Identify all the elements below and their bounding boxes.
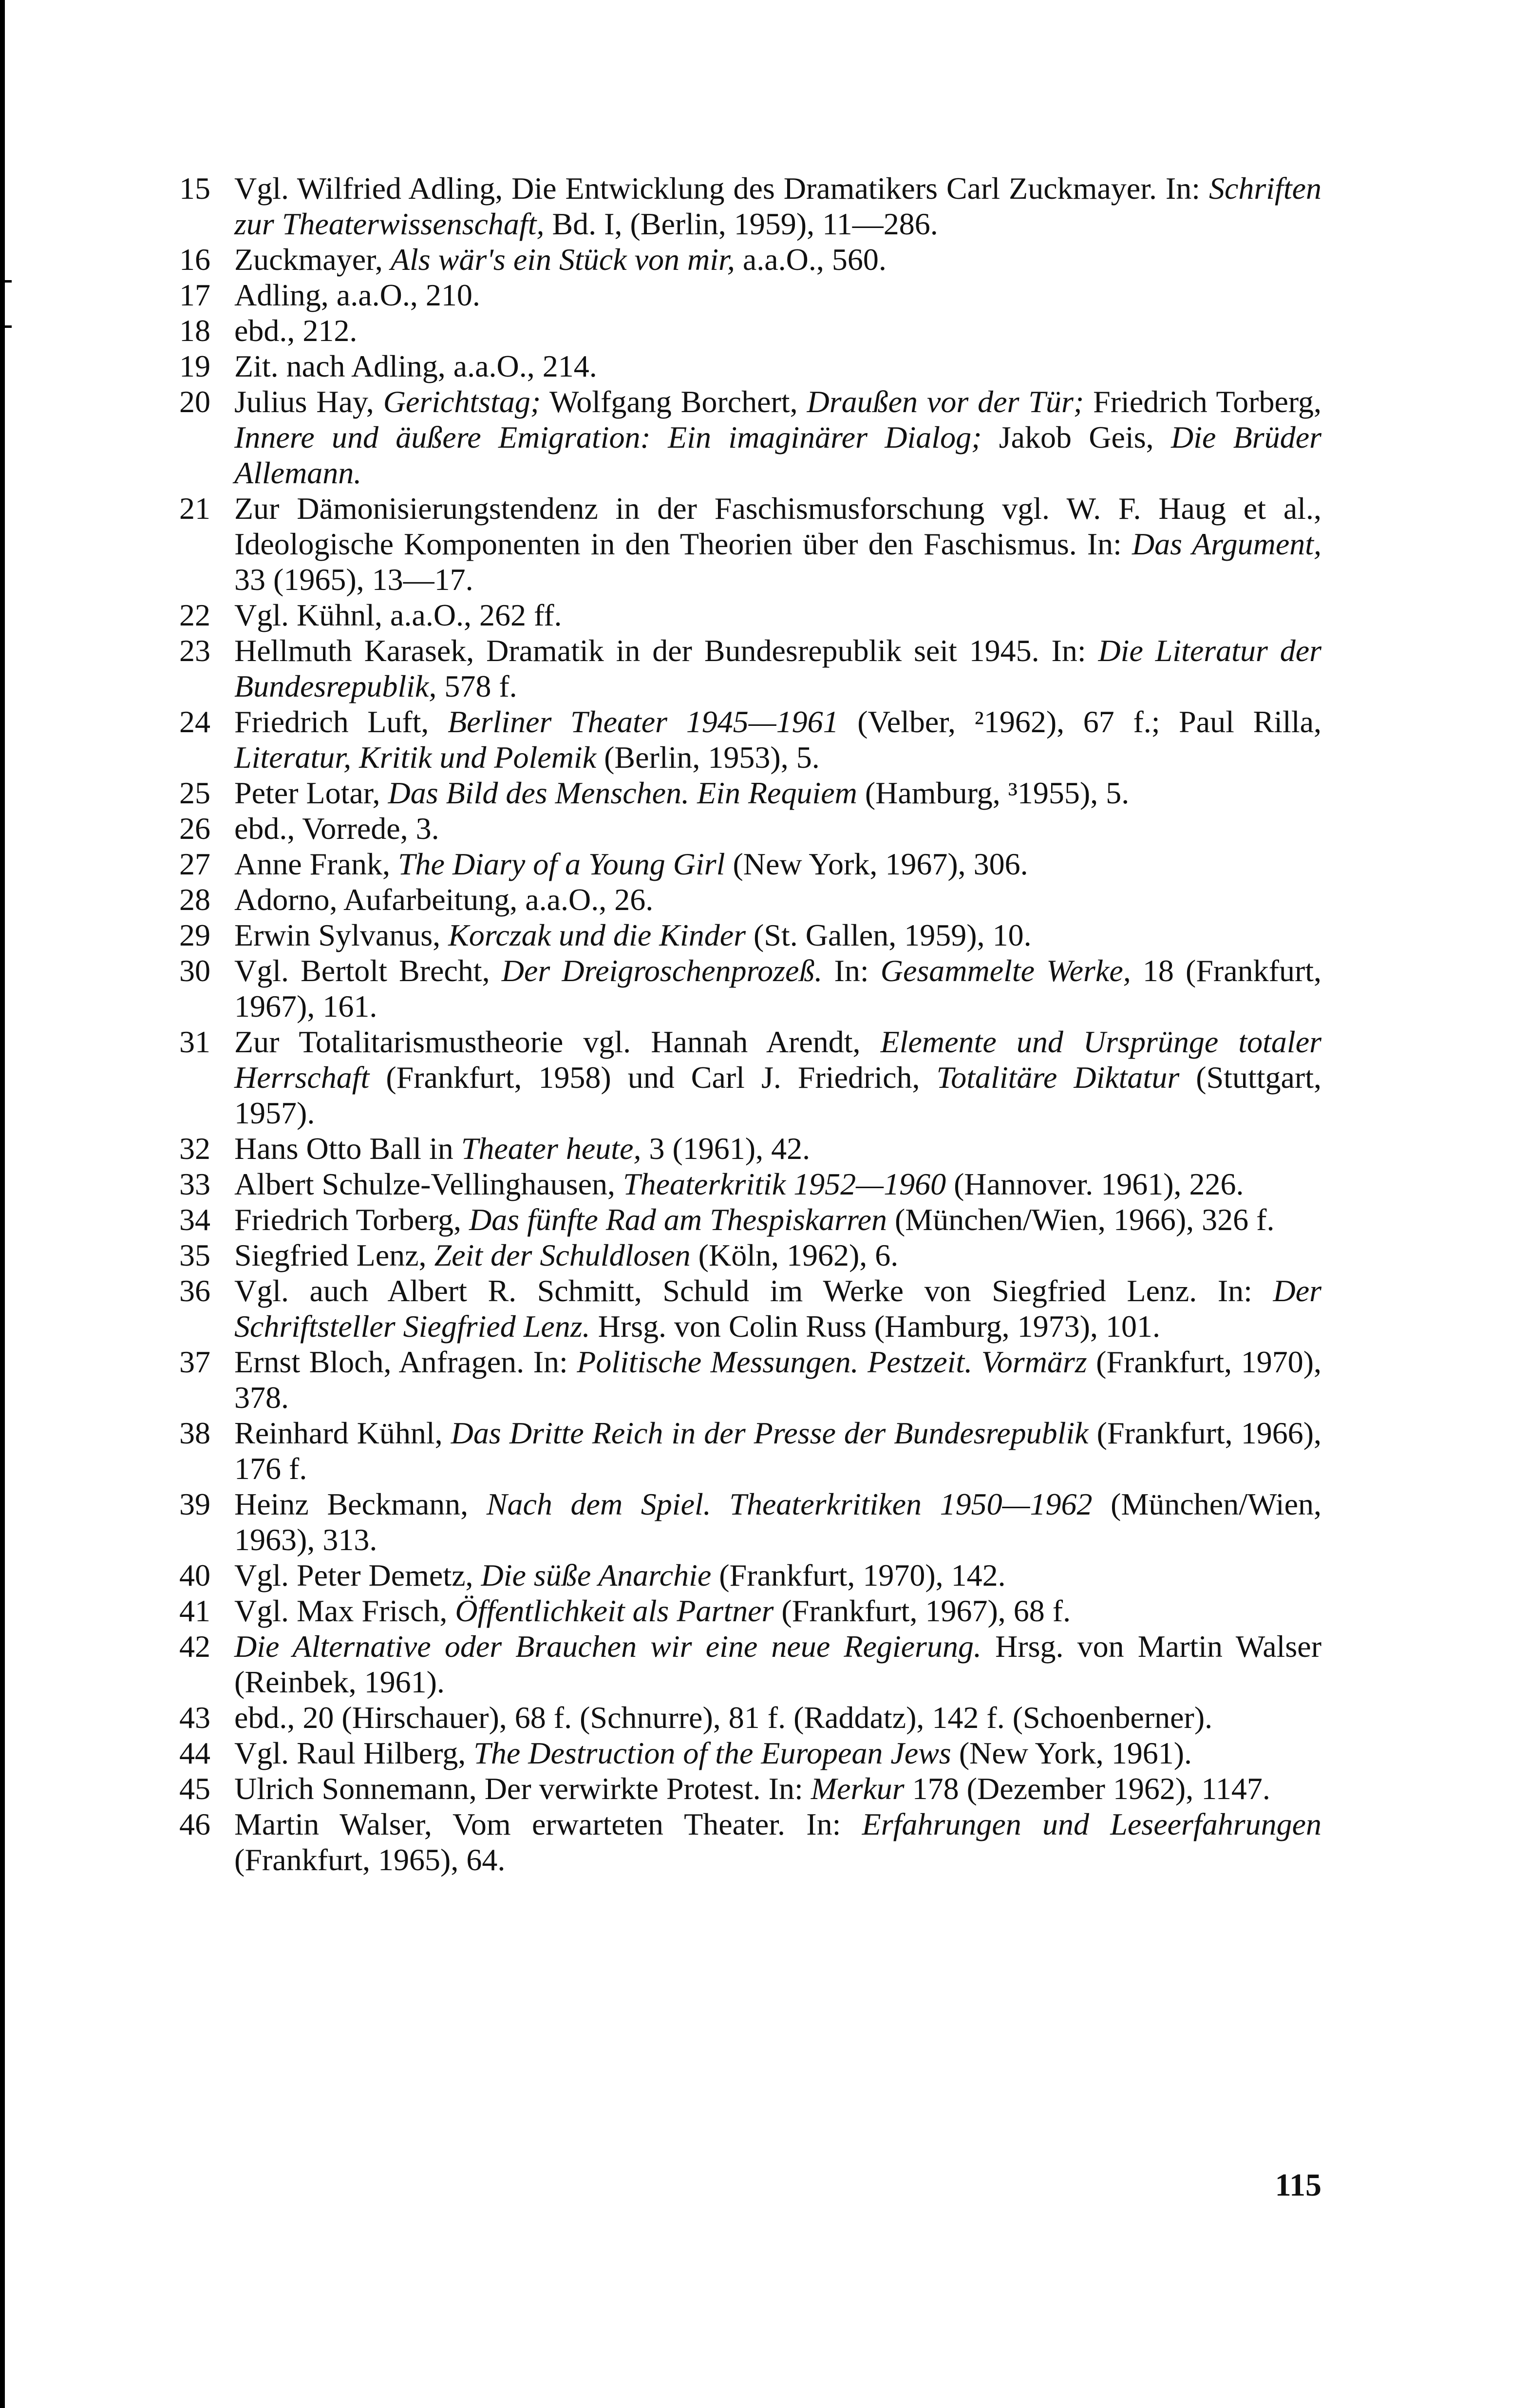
footnote-text — [234, 1486, 1321, 1557]
footnote-text-run: Jakob Geis, — [981, 420, 1171, 455]
footnote — [179, 597, 1321, 633]
footnote-text — [234, 1700, 1321, 1735]
footnote-title-italic: Der Dreigroschenprozeß. — [501, 953, 823, 988]
footnote-text-run: Vgl. Max Frisch, — [234, 1593, 455, 1628]
footnote-number: 16 — [179, 242, 210, 277]
footnote-number: 18 — [179, 313, 210, 348]
footnote — [179, 1166, 1321, 1202]
footnote-text — [234, 1202, 1321, 1237]
footnote-text-run: (München/Wien, 1963), 313. — [234, 1487, 1322, 1557]
footnote — [179, 1593, 1321, 1629]
footnote — [179, 1024, 1321, 1131]
footnote-title-italic: Das Argument, — [1132, 527, 1321, 561]
footnote-title-italic: Gerichtstag; — [383, 384, 541, 419]
footnote-number: 46 — [179, 1807, 210, 1841]
footnote-text — [234, 704, 1321, 775]
footnote — [179, 882, 1321, 917]
footnote-text-run: (Stuttgart, 1957). — [234, 1060, 1322, 1130]
footnote-text-run: (Berlin, 1953), 5. — [596, 740, 820, 775]
footnote-text-run: (Frankfurt, 1966), 176 f. — [234, 1416, 1322, 1486]
footnote-text-run: Zuckmayer, — [234, 242, 391, 277]
footnote-text-run: 178 (Dezember 1962), 1147. — [904, 1771, 1270, 1806]
footnote-text-run: (Frankfurt, 1958) und Carl J. Friedrich, — [369, 1060, 937, 1095]
footnote-text — [234, 1771, 1321, 1806]
footnote-text-run: Vgl. auch Albert R. Schmitt, Schuld im Werke von Siegfried Lenz. In: — [234, 1273, 1273, 1308]
footnote-title-italic: Totalitäre Diktatur — [936, 1060, 1180, 1095]
footnote — [179, 313, 1321, 348]
footnote-title-italic: Nach dem Spiel. Theaterkritiken 1950—1962 — [486, 1487, 1093, 1521]
footnote-text-run: (München/Wien, 1966), 326 f. — [887, 1202, 1275, 1237]
footnote-number: 40 — [179, 1558, 210, 1593]
footnote-number: 21 — [179, 491, 210, 526]
footnote — [179, 846, 1321, 882]
footnote-text-run: Zit. nach Adling, a.a.O., 214. — [234, 349, 597, 383]
footnote — [179, 171, 1321, 242]
footnote — [179, 1806, 1321, 1877]
footnote-text-run: (St. Gallen, 1959), 10. — [746, 918, 1032, 952]
footnote-text — [234, 1024, 1321, 1131]
footnote-text-run: Hrsg. von Martin Walser (Reinbek, 1961). — [234, 1629, 1322, 1699]
footnote — [179, 242, 1321, 277]
footnote-text-run: Wolfgang Borchert, — [541, 384, 807, 419]
footnote-text — [234, 1735, 1321, 1771]
footnote-text-run: Reinhard Kühnl, — [234, 1416, 451, 1450]
footnote-number: 32 — [179, 1131, 210, 1166]
footnote-title-italic: Politische Messungen. Pestzeit. Vormärz — [577, 1345, 1087, 1379]
footnote-title-italic: Öffentlichkeit als Partner — [455, 1593, 774, 1628]
footnote — [179, 953, 1321, 1024]
footnote-number: 20 — [179, 384, 210, 419]
footnote-number: 41 — [179, 1593, 210, 1628]
footnote-title-italic: Korczak und die Kinder — [448, 918, 746, 952]
footnote-text-run: Vgl. Wilfried Adling, Die Entwicklung des Dramatikers Carl Zuckmayer. In: — [234, 171, 1209, 206]
footnote-number: 37 — [179, 1345, 210, 1379]
footnote-text-run: Peter Lotar, — [234, 776, 388, 810]
footnote-text-run: (New York, 1967), 306. — [725, 847, 1028, 881]
footnote — [179, 348, 1321, 384]
page-number: 115 — [1275, 2167, 1321, 2203]
footnote-title-italic: The Destruction of the European Jews — [473, 1736, 951, 1770]
footnote-text-run: ebd., 20 (Hirschauer), 68 f. (Schnurre), 81 f. (Raddatz), 142 f. (Schoenberner). — [234, 1700, 1213, 1735]
footnote-text — [234, 1593, 1321, 1629]
edge-mark — [5, 280, 12, 283]
footnote-number: 26 — [179, 811, 210, 846]
footnote-text-run: (Köln, 1962), 6. — [690, 1238, 899, 1272]
footnote-text-run: Vgl. Bertolt Brecht, — [234, 953, 502, 988]
footnote-text-run: 33 (1965), 13—17. — [234, 562, 473, 597]
footnote-number: 28 — [179, 882, 210, 917]
footnote-text — [234, 775, 1321, 811]
footnote-text-run: Hans Otto Ball in — [234, 1131, 461, 1166]
footnote-title-italic: Der Schriftsteller Siegfried Lenz. — [234, 1273, 1321, 1344]
footnote-title-italic: Die Literatur der Bundesrepublik, — [234, 633, 1321, 703]
footnote-text-run: (New York, 1961). — [951, 1736, 1192, 1770]
footnote-text-run: 578 f. — [436, 669, 517, 703]
footnote-title-italic: Gesammelte Werke, — [880, 953, 1131, 988]
footnote-text-run: Ulrich Sonnemann, Der verwirkte Protest. In: — [234, 1771, 811, 1806]
footnote-text — [234, 242, 1321, 277]
footnote-text-run: (Frankfurt, 1967), 68 f. — [773, 1593, 1071, 1628]
footnote-text — [234, 597, 1321, 633]
footnote-title-italic: Theater heute, — [461, 1131, 641, 1166]
footnote-number: 22 — [179, 598, 210, 632]
footnote-text-run: (Hamburg, ³1955), 5. — [857, 776, 1130, 810]
footnote-text — [234, 811, 1321, 846]
footnote-text-run: (Hannover. 1961), 226. — [946, 1167, 1244, 1201]
footnote-text-run: Zur Dämonisierungstendenz in der Faschismusforschung vgl. W. F. Haug et al., Ideologische Komponenten in den Theorien über den Faschismus. In: — [234, 491, 1321, 561]
footnote-title-italic: Die Alternative oder Brauchen wir eine neue Regierung. — [234, 1629, 981, 1664]
footnote-text-run: (Frankfurt, 1970), 378. — [234, 1345, 1322, 1415]
footnote-text — [234, 633, 1321, 704]
footnote — [179, 1415, 1321, 1486]
footnote-text-run: Ernst Bloch, Anfragen. In: — [234, 1345, 577, 1379]
footnote-number: 39 — [179, 1487, 210, 1521]
footnote-number: 33 — [179, 1167, 210, 1201]
footnote-text — [234, 1415, 1321, 1486]
footnote-number: 42 — [179, 1629, 210, 1664]
footnote-text-run: Adling, a.a.O., 210. — [234, 278, 480, 312]
footnote-title-italic: Elemente und Ursprünge totaler Herrschaft — [234, 1024, 1322, 1095]
footnote-title-italic: Die Brüder Allemann. — [234, 420, 1322, 490]
footnote — [179, 1131, 1321, 1166]
footnote-text — [234, 1237, 1321, 1273]
footnote — [179, 1237, 1321, 1273]
footnote-number: 23 — [179, 633, 210, 668]
footnote-text — [234, 1557, 1321, 1593]
footnote-number: 30 — [179, 953, 210, 988]
footnote-text — [234, 1344, 1321, 1415]
footnote-text-run: Hrsg. von Colin Russ (Hamburg, 1973), 101. — [590, 1309, 1160, 1344]
footnote — [179, 1735, 1321, 1771]
footnote-text-run: Albert Schulze-Vellinghausen, — [234, 1167, 623, 1201]
footnote-number: 19 — [179, 349, 210, 383]
footnote-text-run: 3 (1961), 42. — [641, 1131, 811, 1166]
footnote-text — [234, 882, 1321, 917]
footnote — [179, 1557, 1321, 1593]
footnote-number: 25 — [179, 776, 210, 810]
footnote-text-run: Hellmuth Karasek, Dramatik in der Bundesrepublik seit 1945. In: — [234, 633, 1098, 668]
footnote-number: 34 — [179, 1202, 210, 1237]
footnote — [179, 1700, 1321, 1735]
footnote-text-run: ebd., Vorrede, 3. — [234, 811, 439, 846]
footnote-text-run: (Velber, ²1962), 67 f.; Paul Rilla, — [838, 704, 1322, 739]
footnote-number: 31 — [179, 1024, 210, 1059]
footnote-text-run: Friedrich Torberg, — [1084, 384, 1321, 419]
edge-mark — [5, 325, 12, 328]
footnote — [179, 491, 1321, 597]
footnote-text-run: Heinz Beckmann, — [234, 1487, 487, 1521]
footnote-text-run: Zur Totalitarismustheorie vgl. Hannah Arendt, — [234, 1024, 881, 1059]
footnote — [179, 704, 1321, 775]
footnote-number: 15 — [179, 171, 210, 206]
footnote-number: 17 — [179, 278, 210, 312]
footnote-title-italic: Berliner Theater 1945—1961 — [448, 704, 839, 739]
footnote-text-run: a.a.O., 560. — [735, 242, 887, 277]
footnote-number: 35 — [179, 1238, 210, 1272]
footnote — [179, 811, 1321, 846]
footnote-text-run: (Frankfurt, 1965), 64. — [234, 1842, 506, 1877]
footnote — [179, 1771, 1321, 1806]
footnote-number: 38 — [179, 1416, 210, 1450]
footnote — [179, 384, 1321, 491]
footnote-text-run: Adorno, Aufarbeitung, a.a.O., 26. — [234, 882, 654, 917]
footnote — [179, 1202, 1321, 1237]
footnote-text-run: Friedrich Luft, — [234, 704, 448, 739]
footnote-text — [234, 1131, 1321, 1166]
footnote-number: 24 — [179, 704, 210, 739]
footnote-text-run: Friedrich Torberg, — [234, 1202, 469, 1237]
footnote-number: 29 — [179, 918, 210, 952]
footnote-text — [234, 846, 1321, 882]
footnote-title-italic: The Diary of a Young Girl — [397, 847, 725, 881]
footnote-number: 44 — [179, 1736, 210, 1770]
footnote-title-italic: Merkur — [811, 1771, 905, 1806]
footnote-text-run: Vgl. Kühnl, a.a.O., 262 ff. — [234, 598, 562, 632]
footnote-text — [234, 348, 1321, 384]
footnote — [179, 1273, 1321, 1344]
footnote-text — [234, 1273, 1321, 1344]
footnote — [179, 1344, 1321, 1415]
footnote-title-italic: Literatur, Kritik und Polemik — [234, 740, 597, 775]
footnote-text-run: Vgl. Peter Demetz, — [234, 1558, 481, 1593]
footnote-text-run: Anne Frank, — [234, 847, 398, 881]
footnote-text-run: 18 (Frankfurt, 1967), 161. — [234, 953, 1322, 1024]
footnote-text-run: Vgl. Raul Hilberg, — [234, 1736, 474, 1770]
footnote — [179, 277, 1321, 313]
footnote-title-italic: Das Bild des Menschen. Ein Requiem — [388, 776, 857, 810]
footnote-list — [179, 171, 1321, 1877]
footnote-text-run: Siegfried Lenz, — [234, 1238, 434, 1272]
footnote-title-italic: Als wär's ein Stück von mir, — [390, 242, 735, 277]
footnote-text — [234, 1629, 1321, 1700]
footnote-text — [234, 917, 1321, 953]
footnote — [179, 1486, 1321, 1557]
footnote-text — [234, 313, 1321, 348]
footnote-text — [234, 953, 1321, 1024]
footnote-text — [234, 171, 1321, 242]
footnote-text — [234, 277, 1321, 313]
footnote-text-run: ebd., 212. — [234, 313, 358, 348]
page-edge — [0, 0, 5, 2408]
footnote-number: 45 — [179, 1771, 210, 1806]
footnote-title-italic: Innere und äußere Emigration: Ein imaginärer Dialog; — [234, 420, 982, 455]
footnote — [179, 917, 1321, 953]
footnote-text — [234, 384, 1321, 491]
footnote-title-italic: Das fünfte Rad am Thespiskarren — [469, 1202, 887, 1237]
footnote-number: 27 — [179, 847, 210, 881]
footnote-text-run: Martin Walser, Vom erwarteten Theater. In: — [234, 1807, 862, 1841]
footnote-title-italic: Schriften zur Theaterwissenschaft, — [234, 171, 1321, 241]
footnote-text — [234, 491, 1321, 597]
footnote-number: 36 — [179, 1273, 210, 1308]
footnote-text — [234, 1806, 1321, 1877]
footnote-text-run: (Frankfurt, 1970), 142. — [711, 1558, 1006, 1593]
footnote-text-run: Erwin Sylvanus, — [234, 918, 449, 952]
footnote-text-run: Bd. I, (Berlin, 1959), 11—286. — [544, 207, 938, 241]
footnote-title-italic: Draußen vor der Tür; — [807, 384, 1084, 419]
footnote-title-italic: Theaterkritik 1952—1960 — [623, 1167, 946, 1201]
footnote-title-italic: Zeit der Schuldlosen — [434, 1238, 691, 1272]
footnote — [179, 775, 1321, 811]
footnote-text-run: Julius Hay, — [234, 384, 383, 419]
footnote — [179, 1629, 1321, 1700]
footnote-title-italic: Erfahrungen und Leseerfahrungen — [862, 1807, 1321, 1841]
footnote-text — [234, 1166, 1321, 1202]
footnote — [179, 633, 1321, 704]
footnote-title-italic: Die süße Anarchie — [481, 1558, 712, 1593]
footnote-title-italic: Das Dritte Reich in der Presse der Bundesrepublik — [451, 1416, 1089, 1450]
footnote-text-run: In: — [822, 953, 881, 988]
footnote-number: 43 — [179, 1700, 210, 1735]
